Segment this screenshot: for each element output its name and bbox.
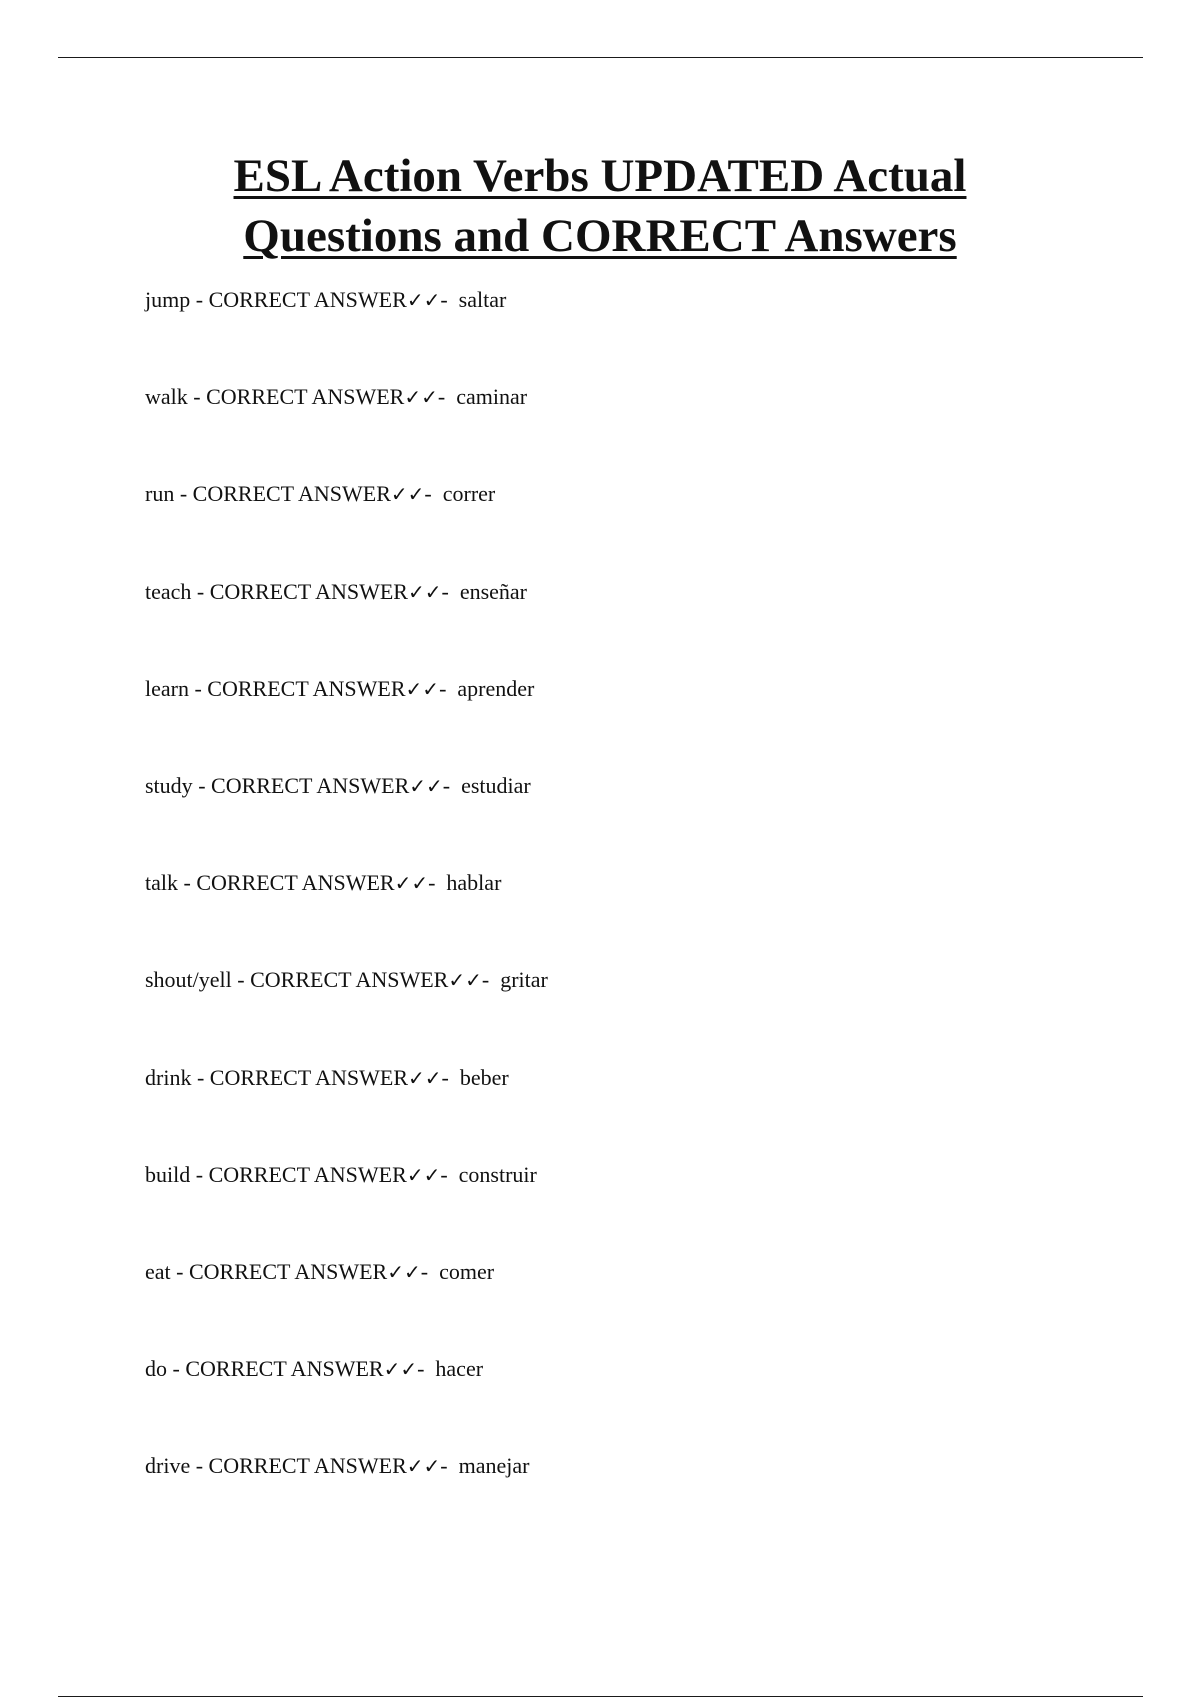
title-line-1: ESL Action Verbs UPDATED Actual <box>233 150 967 202</box>
qa-answer: correr <box>442 481 496 507</box>
check-icon: ✓✓ <box>407 579 442 604</box>
answer-marker: CORRECT ANSWER <box>206 384 405 410</box>
check-icon: ✓✓ <box>387 1259 421 1284</box>
qa-item: study - CORRECT ANSWER✓✓- estudiar <box>145 772 531 798</box>
page-title <box>0 146 1200 266</box>
qa-term: drink <box>145 1064 192 1090</box>
qa-item: eat - CORRECT ANSWER✓✓- comer <box>145 1258 495 1284</box>
qa-item: drink - CORRECT ANSWER✓✓- beber <box>145 1064 509 1090</box>
qa-term: do <box>145 1356 167 1382</box>
check-icon: ✓✓ <box>406 288 441 312</box>
check-icon: ✓✓ <box>408 1065 442 1090</box>
qa-answer: manejar <box>458 1453 530 1479</box>
qa-answer: estudiar <box>461 772 531 798</box>
check-icon: ✓✓ <box>390 482 425 507</box>
qa-answer: construir <box>458 1161 537 1187</box>
qa-term: drive <box>145 1453 191 1479</box>
top-rule <box>58 57 1143 58</box>
qa-item: shout/yell - CORRECT ANSWER✓✓- gritar <box>145 967 548 993</box>
check-icon: ✓✓ <box>383 1357 418 1382</box>
answer-marker: CORRECT ANSWER <box>250 967 449 993</box>
bottom-rule <box>58 1696 1143 1697</box>
qa-term: learn <box>145 675 189 701</box>
qa-answer: hacer <box>435 1356 484 1382</box>
answer-marker: CORRECT ANSWER <box>185 1356 384 1382</box>
qa-term: walk <box>145 384 188 410</box>
answer-marker: CORRECT ANSWER <box>211 772 410 798</box>
qa-item: learn - CORRECT ANSWER✓✓- aprender <box>145 675 535 701</box>
check-icon: ✓✓ <box>409 773 443 798</box>
answer-marker: CORRECT ANSWER <box>208 1161 407 1187</box>
qa-term: talk <box>145 870 178 896</box>
qa-term: eat <box>145 1258 171 1284</box>
qa-term: shout/yell <box>145 967 232 993</box>
check-icon: ✓✓ <box>394 871 429 896</box>
qa-item: build - CORRECT ANSWER✓✓- construir <box>145 1161 537 1187</box>
qa-item: teach - CORRECT ANSWER✓✓- enseñar <box>145 578 528 604</box>
check-icon: ✓✓ <box>405 676 440 701</box>
answer-marker: CORRECT ANSWER <box>208 287 407 312</box>
answer-marker: CORRECT ANSWER <box>196 870 395 896</box>
qa-answer: comer <box>439 1258 495 1284</box>
answer-marker: CORRECT ANSWER <box>209 578 408 604</box>
qa-answer: hablar <box>446 870 502 896</box>
answer-marker: CORRECT ANSWER <box>209 1064 409 1090</box>
qa-term: teach <box>145 578 192 604</box>
title-line-2: Questions and CORRECT Answers <box>243 210 957 262</box>
qa-answer: beber <box>459 1064 509 1090</box>
answer-marker: CORRECT ANSWER <box>207 675 406 701</box>
qa-item: drive - CORRECT ANSWER✓✓- manejar <box>145 1453 530 1479</box>
check-icon: ✓✓ <box>404 385 438 410</box>
qa-item: do - CORRECT ANSWER✓✓- hacer <box>145 1356 484 1382</box>
check-icon: ✓✓ <box>448 968 482 993</box>
qa-answer: enseñar <box>459 578 528 604</box>
check-icon: ✓✓ <box>406 1162 441 1187</box>
qa-answer: gritar <box>500 967 548 993</box>
qa-term: study <box>145 772 193 798</box>
qa-term: build <box>145 1161 191 1187</box>
qa-answer: caminar <box>456 384 528 410</box>
qa-item: talk - CORRECT ANSWER✓✓- hablar <box>145 870 502 896</box>
qa-item: run - CORRECT ANSWER✓✓- correr <box>145 481 496 507</box>
qa-item: jump - CORRECT ANSWER✓✓- saltar <box>145 287 507 312</box>
answer-marker: CORRECT ANSWER <box>208 1453 407 1479</box>
qa-list <box>145 282 548 1545</box>
check-icon: ✓✓ <box>406 1454 441 1479</box>
qa-term: run <box>145 481 175 507</box>
qa-term: jump <box>145 287 191 312</box>
qa-answer: saltar <box>458 287 507 312</box>
answer-marker: CORRECT ANSWER <box>192 481 391 507</box>
answer-marker: CORRECT ANSWER <box>188 1258 388 1284</box>
qa-answer: aprender <box>457 675 535 701</box>
qa-item: walk - CORRECT ANSWER✓✓- caminar <box>145 384 528 410</box>
